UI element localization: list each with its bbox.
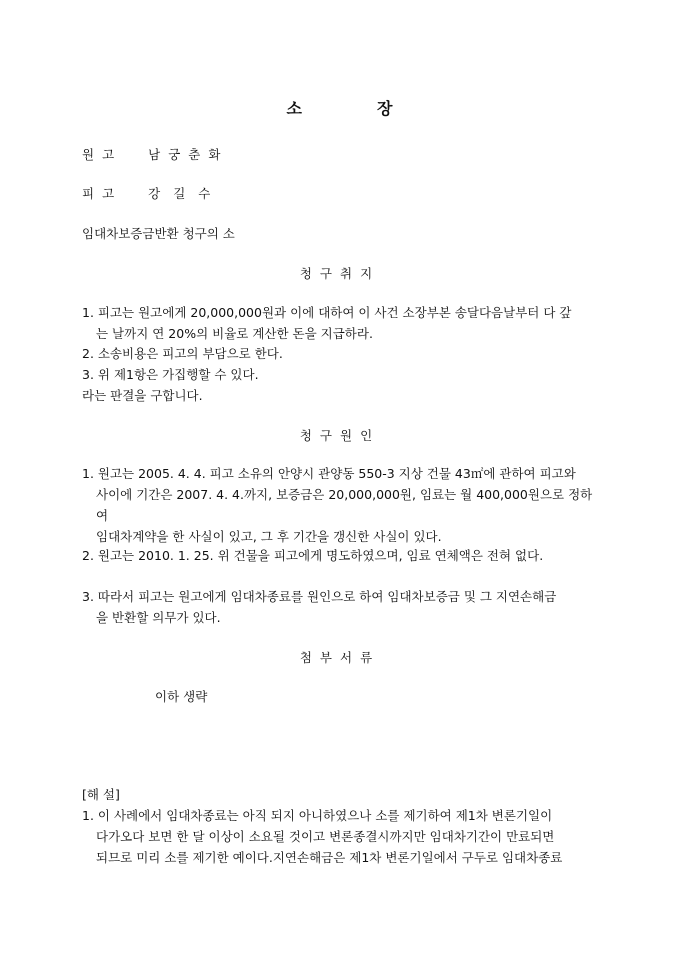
cause-3-line-1: 3. 따라서 피고는 원고에게 임대차종료를 원인으로 하여 임대차보증금 및 그 지연손해금 [82, 589, 557, 604]
commentary-line-2: 다가오다 보면 한 달 이상이 소요될 것이고 변론종결시까지만 임대차기간이 만료되면 [96, 829, 555, 844]
cause-item-1 [82, 463, 602, 547]
defendant-line [82, 184, 223, 202]
case-name: 임대차보증금반환 청구의 소 [82, 226, 235, 241]
claim-item-2: 2. 소송비용은 피고의 부담으로 한다. [82, 346, 283, 361]
section-causes-heading: 청구원인 [299, 428, 381, 443]
defendant-label: 피고 [82, 186, 123, 201]
plaintiff-name: 남궁춘화 [148, 147, 229, 162]
claim-item-1 [82, 302, 602, 344]
section-attachments-heading: 첨부서류 [299, 650, 381, 665]
cause-3-line-2: 을 반환할 의무가 있다. [96, 610, 221, 625]
cause-1-line-2: 사이에 기간은 2007. 4. 4.까지, 보증금은 20,000,000원, 임료는 월 400,000원으로 정하여 [96, 487, 593, 523]
cause-item-3 [82, 586, 602, 628]
cause-item-2: 2. 원고는 2010. 1. 25. 위 건물을 피고에게 명도하였으며, 임료 연체액은 전혀 없다. [82, 548, 544, 563]
cause-1-line-3: 임대차계약을 한 사실이 있고, 그 후 기간을 갱신한 사실이 있다. [96, 529, 442, 544]
claim-1-line-1: 1. 피고는 원고에게 20,000,000원과 이에 대하여 이 사건 소장부본 송달다음날부터 다 갚 [82, 305, 572, 320]
commentary-paragraph [82, 805, 602, 868]
commentary-line-1: 1. 이 사례에서 임대차종료는 아직 되지 아니하였으나 소를 제기하여 제1차 변론기일이 [82, 808, 553, 823]
title-char-2: 장 [377, 99, 394, 118]
defendant-name: 강길수 [148, 186, 224, 201]
cause-1-line-1: 1. 원고는 2005. 4. 4. 피고 소유의 안양시 관양동 550-3 지상 건물 43㎡에 관하여 피고와 [82, 466, 576, 481]
attachments-text: 이하 생략 [155, 689, 208, 704]
commentary-label: [해 설] [82, 787, 120, 802]
claim-1-line-2: 는 날까지 연 20%의 비율로 계산한 돈을 지급하라. [96, 326, 373, 341]
section-claims-heading: 청구취지 [299, 266, 381, 281]
title-char-1: 소 [286, 99, 303, 118]
document-title [0, 96, 680, 119]
commentary-line-3: 되므로 미리 소를 제기한 예이다.지연손해금은 제1차 변론기일에서 구두로 임대차종료 [96, 850, 563, 865]
claims-closing: 라는 판결을 구합니다. [82, 388, 203, 403]
plaintiff-label: 원고 [82, 147, 123, 162]
plaintiff-line [82, 145, 228, 163]
claim-item-3: 3. 위 제1항은 가집행할 수 있다. [82, 367, 259, 382]
